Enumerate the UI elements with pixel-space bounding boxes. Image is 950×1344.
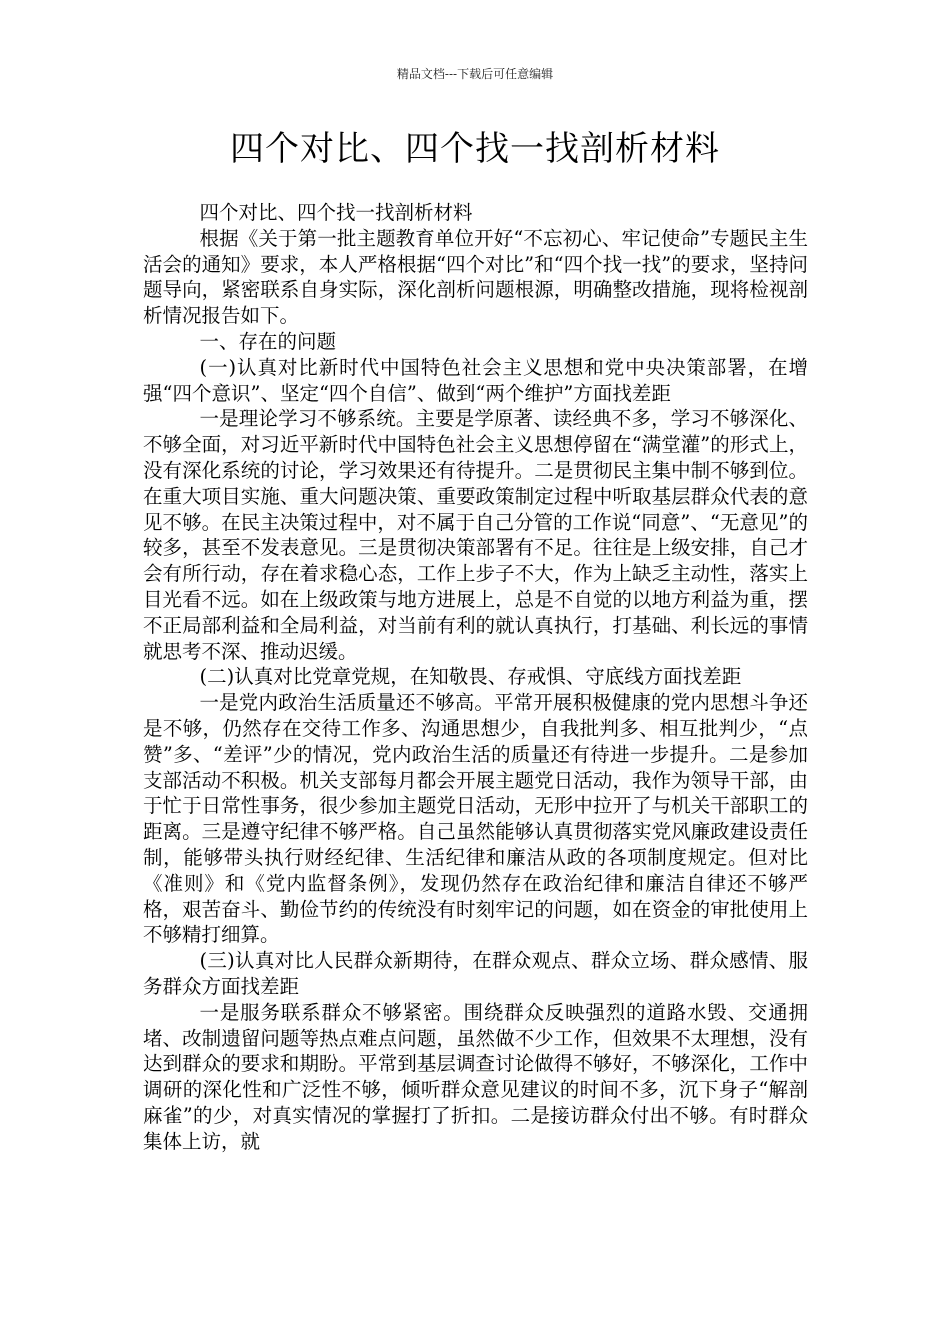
body-paragraph-2: 一是党内政治生活质量还不够高。平常开展积极健康的党内思想斗争还是不够，仍然存在交待工作多、沟通思想少，自我批判多、相互批判少，“点赞”多、“差评”少的情况，党内政治生活的质量还有待进一步提升。二是参加支部活动不积极。机关支部每月都会开展主题党日活动，我作为领导干部，由于忙于日常性事务，很少参加主题党日活动，无形中拉开了与机关干部职工的距离。三是遵守纪律不够严格。自己虽然能够认真贯彻落实党风廉政建设责任制，能够带头执行财经纪律、生活纪律和廉洁从政的各项制度规定。但对比《准则》和《党内监督条例》，发现仍然存在政治纪律和廉洁自律还不够严格，艰苦奋斗、勤俭节约的传统没有时刻牢记的问题，如在资金的审批使用上不够精打细算。 bbox=[143, 691, 808, 947]
document-title: 四个对比、四个找一找剖析材料 bbox=[230, 129, 720, 169]
intro-paragraph: 根据《关于第一批主题教育单位开好“不忘初心、牢记使命”专题民主生活会的通知》要求，本人严格根据“四个对比”和“四个找一找”的要求，坚持问题导向，紧密联系自身实际，深化剖析问题根源，明确整改措施，现将检视剖析情况报告如下。 bbox=[143, 226, 808, 328]
body-paragraph-1: 一是理论学习不够系统。主要是学原著、读经典不多，学习不够深化、不够全面，对习近平新时代中国特色社会主义思想停留在“满堂灌”的形式上，没有深化系统的讨论，学习效果还有待提升。二是贯彻民主集中制不够到位。在重大项目实施、重大问题决策、重要政策制定过程中听取基层群众代表的意见不够。在民主决策过程中，对不属于自己分管的工作说“同意”、“无意见”的较多，甚至不发表意见。三是贯彻决策部署有不足。往往是上级安排，自己才会有所行动，存在着求稳心态，工作上步子不大，作为上缺乏主动性，落实上目光看不远。如在上级政策与地方进展上，总是不自觉的以地方利益为重，摆不正局部利益和全局利益，对当前有利的就认真执行，打基础、利长远的事情就思考不深、推动迟缓。 bbox=[143, 407, 808, 663]
subsection-heading-3: (三)认真对比人民群众新期待，在群众观点、群众立场、群众感情、服务群众方面找差距 bbox=[143, 949, 808, 998]
section-heading: 一、存在的问题 bbox=[199, 329, 337, 353]
subsection-heading-1: (一)认真对比新时代中国特色社会主义思想和党中央决策部署，在增强“四个意识”、坚定“四个自信”、做到“两个维护”方面找差距 bbox=[143, 355, 808, 405]
document-body bbox=[143, 200, 808, 1154]
subsection-heading-2: (二)认真对比党章党规，在知敬畏、存戒惧、守底线方面找差距 bbox=[199, 665, 742, 689]
header-note: 精品文档---下载后可任意编辑 bbox=[396, 67, 554, 81]
subtitle-paragraph: 四个对比、四个找一找剖析材料 bbox=[199, 201, 473, 224]
body-paragraph-3: 一是服务联系群众不够紧密。围绕群众反映强烈的道路水毁、交通拥堵、改制遗留问题等热点难点问题，虽然做不少工作，但效果不太理想，没有达到群众的要求和期盼。平常到基层调查讨论做得不够好，不够深化，工作中调研的深化性和广泛性不够，倾听群众意见建议的时间不多，沉下身子“解剖麻雀”的少，对真实情况的掌握打了折扣。二是接访群众付出不够。有时群众集体上访，就 bbox=[143, 1000, 808, 1153]
